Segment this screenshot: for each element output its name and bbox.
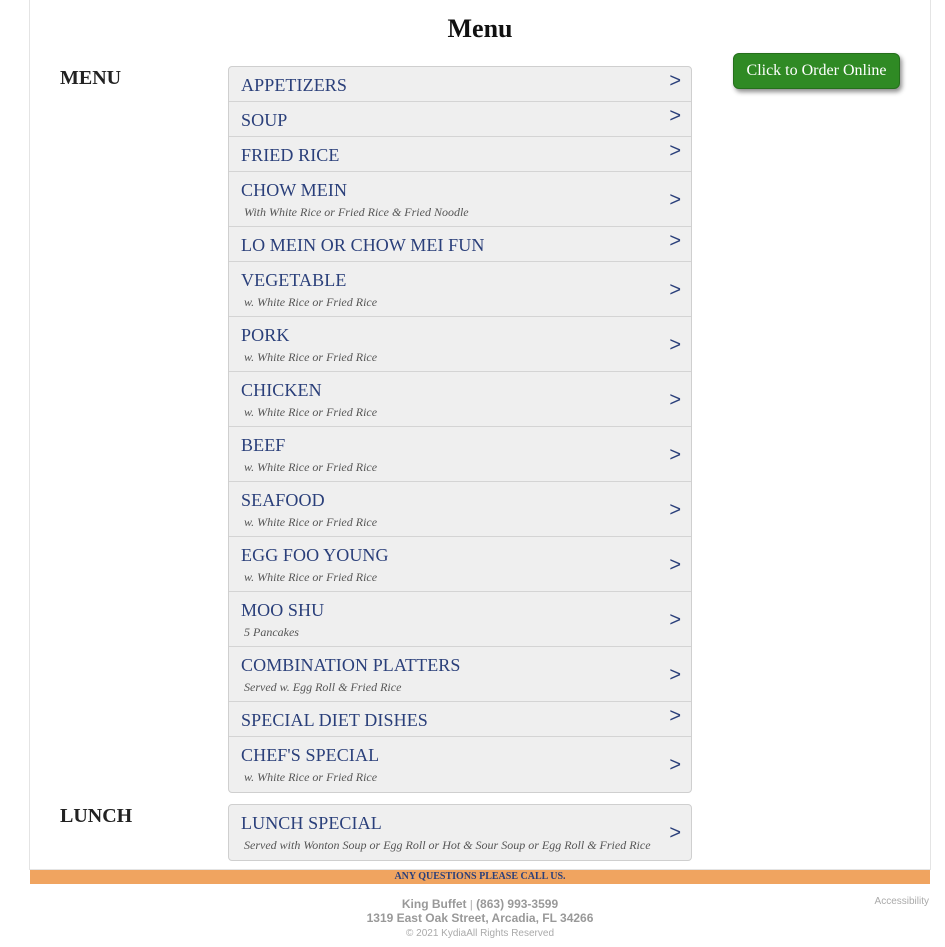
category-name: CHOW MEIN (241, 180, 348, 200)
category-name: LUNCH SPECIAL (241, 813, 382, 833)
footer-copyright (0, 928, 945, 939)
chevron-right-icon[interactable]: > (669, 664, 681, 686)
category-name: SPECIAL DIET DISHES (241, 710, 428, 730)
chevron-right-icon[interactable]: > (669, 389, 681, 411)
chevron-right-icon[interactable]: > (669, 70, 681, 92)
page-title: Menu (447, 14, 513, 43)
category-name: MOO SHU (241, 600, 325, 620)
menu-category-row[interactable] (229, 647, 691, 702)
menu-category-row[interactable] (229, 137, 691, 172)
menu-category-list (228, 66, 692, 793)
category-description: 5 Pancakes (244, 625, 299, 639)
category-name: APPETIZERS (241, 75, 348, 95)
menu-category-row[interactable] (229, 482, 691, 537)
chevron-right-icon[interactable]: > (669, 444, 681, 466)
order-online-button[interactable]: Click to Order Online (733, 53, 900, 89)
menu-category-row[interactable] (229, 537, 691, 592)
menu-category-row[interactable] (229, 102, 691, 137)
chevron-right-icon[interactable]: > (669, 822, 681, 844)
footer-brand-link[interactable]: Kydia (441, 928, 467, 939)
chevron-right-icon[interactable]: > (669, 279, 681, 301)
category-name: SOUP (241, 110, 288, 130)
footer-phone-link[interactable]: (863) 993-3599 (476, 897, 559, 911)
menu-category-row[interactable] (229, 427, 691, 482)
questions-banner: ANY QUESTIONS PLEASE CALL US. (30, 870, 930, 884)
category-description: w. White Rice or Fried Rice (244, 350, 378, 364)
category-description: w. White Rice or Fried Rice (244, 405, 378, 419)
category-description: w. White Rice or Fried Rice (244, 295, 378, 309)
category-description: w. White Rice or Fried Rice (244, 460, 378, 474)
accessibility-link[interactable]: Accessibility (874, 896, 929, 907)
footer-separator: | (469, 899, 473, 911)
footer-rights: All Rights Reserved (466, 928, 554, 939)
menu-category-row[interactable] (229, 227, 691, 262)
menu-category-row[interactable] (229, 262, 691, 317)
footer-copyright-year: © 2021 (405, 928, 439, 939)
menu-category-row[interactable] (229, 737, 691, 792)
chevron-right-icon[interactable]: > (669, 499, 681, 521)
category-description: With White Rice or Fried Rice & Fried Noodle (244, 205, 469, 219)
chevron-right-icon[interactable]: > (669, 230, 681, 252)
category-name: COMBINATION PLATTERS (241, 655, 461, 675)
menu-category-row[interactable] (229, 805, 691, 860)
lunch-section-heading: LUNCH (60, 805, 133, 827)
lunch-category-list (228, 804, 692, 861)
category-name: SEAFOOD (241, 490, 325, 510)
category-description: w. White Rice or Fried Rice (244, 515, 378, 529)
chevron-right-icon[interactable]: > (669, 754, 681, 776)
category-description: w. White Rice or Fried Rice (244, 570, 378, 584)
category-description: Served w. Egg Roll & Fried Rice (244, 680, 402, 694)
footer-contact (0, 897, 945, 911)
category-description: Served with Wonton Soup or Egg Roll or Hot & Sour Soup or Egg Roll & Fried Rice (244, 838, 651, 852)
category-name: LO MEIN OR CHOW MEI FUN (241, 235, 485, 255)
chevron-right-icon[interactable]: > (669, 189, 681, 211)
category-name: BEEF (241, 435, 286, 455)
category-name: CHICKEN (241, 380, 322, 400)
chevron-right-icon[interactable]: > (669, 140, 681, 162)
menu-category-row[interactable] (229, 372, 691, 427)
chevron-right-icon[interactable]: > (669, 334, 681, 356)
menu-category-row[interactable] (229, 67, 691, 102)
menu-category-row[interactable] (229, 702, 691, 737)
menu-section-heading: MENU (60, 67, 122, 89)
category-name: VEGETABLE (241, 270, 347, 290)
footer-address: 1319 East Oak Street, Arcadia, FL 34266 (366, 911, 594, 925)
chevron-right-icon[interactable]: > (669, 105, 681, 127)
category-name: CHEF'S SPECIAL (241, 745, 380, 765)
footer-restaurant-name: King Buffet (401, 897, 467, 911)
chevron-right-icon[interactable]: > (669, 705, 681, 727)
menu-category-row[interactable] (229, 592, 691, 647)
menu-category-row[interactable] (229, 172, 691, 227)
category-name: EGG FOO YOUNG (241, 545, 389, 565)
category-name: FRIED RICE (241, 145, 340, 165)
chevron-right-icon[interactable]: > (669, 609, 681, 631)
category-description: w. White Rice or Fried Rice (244, 770, 378, 784)
category-name: PORK (241, 325, 290, 345)
chevron-right-icon[interactable]: > (669, 554, 681, 576)
menu-category-row[interactable] (229, 317, 691, 372)
